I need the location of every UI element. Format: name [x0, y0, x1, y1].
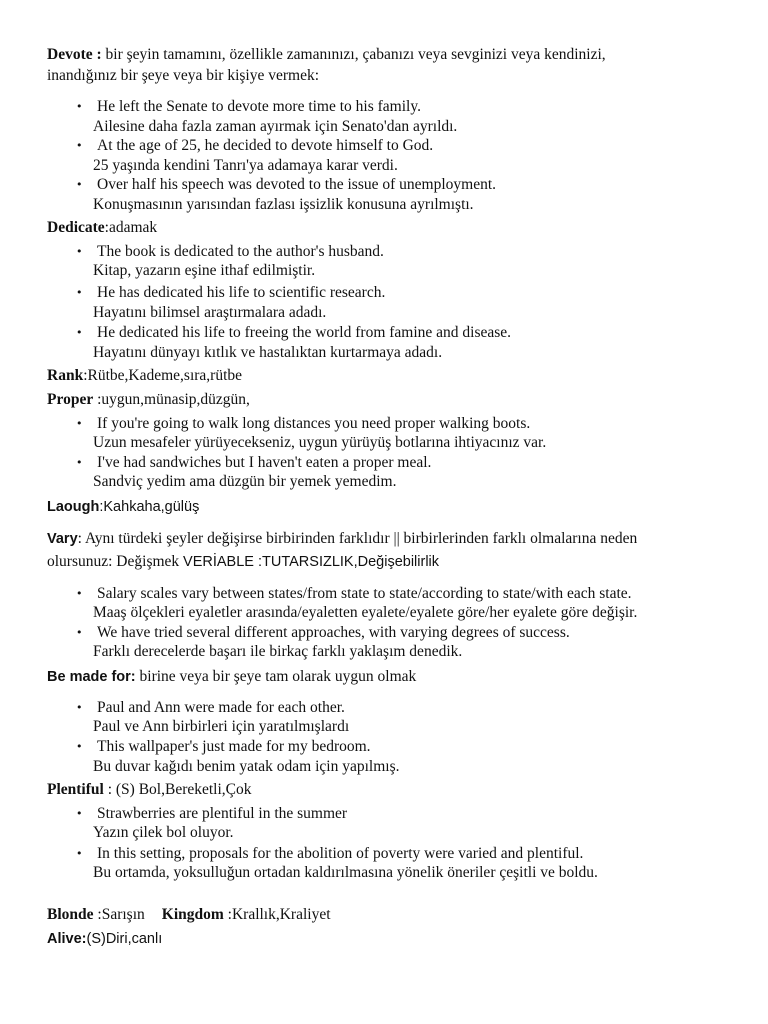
example-tr: Hayatını dünyayı kıtlık ve hastalıktan kurtarmaya adadı.	[93, 344, 443, 361]
bullet-icon: •	[76, 807, 83, 820]
bullet-icon: •	[76, 626, 83, 639]
example-en: This wallpaper's just made for my bedroom.	[97, 738, 371, 755]
definition-plentiful: : (S) Bol,Bereketli,Çok	[103, 781, 252, 798]
bullet-icon: •	[76, 326, 83, 339]
example-en: He has dedicated his life to scientific research.	[97, 284, 386, 301]
example-en: He dedicated his life to freeing the world from famine and disease.	[97, 324, 512, 341]
example-tr: Sandviç yedim ama düzgün bir yemek yemedim.	[93, 473, 397, 490]
example-en: Over half his speech was devoted to the issue of unemployment.	[97, 176, 497, 193]
example-tr: Konuşmasının yarısından fazlası işsizlik konusuna ayrılmıştı.	[93, 196, 474, 213]
definition-rank: :Rütbe,Kademe,sıra,rütbe	[83, 367, 243, 384]
definition-vary-line2-row	[47, 552, 439, 572]
definition-devote-line2: inandığınız bir şeye veya bir kişiye vermek:	[47, 67, 320, 84]
example-tr: Uzun mesafeler yürüyecekseniz, uygun yürüyüş botlarına ihtiyacınız var.	[93, 434, 547, 451]
example-en: I've had sandwiches but I haven't eaten a proper meal.	[97, 454, 432, 471]
definition-dedicate: :adamak	[104, 219, 158, 236]
definition-laough: :Kahkaha,gülüş	[99, 499, 200, 515]
bullet-icon: •	[76, 286, 83, 299]
example-en: At the age of 25, he decided to devote himself to God.	[97, 137, 434, 154]
example-en: If you're going to walk long distances you need proper walking boots.	[97, 415, 531, 432]
term-alive: Alive:	[47, 931, 87, 947]
example-en: He left the Senate to devote more time to his family.	[97, 98, 421, 115]
entry-plentiful-heading	[47, 780, 252, 799]
example-en: Salary scales vary between states/from state to state/according to state/with each state.	[97, 585, 632, 602]
bullet-icon: •	[76, 139, 83, 152]
entry-alive	[47, 930, 162, 949]
example-tr: Kitap, yazarın eşine ithaf edilmiştir.	[93, 262, 316, 279]
term-be-made-for: Be made for:	[47, 669, 136, 685]
example-tr: Hayatını bilimsel araştırmalara adadı.	[93, 304, 327, 321]
example-en: Paul and Ann were made for each other.	[97, 699, 345, 716]
example-tr: Farklı derecelerde başarı ile birkaç farklı yaklaşım denedik.	[93, 643, 463, 660]
definition-devote-line1: bir şeyin tamamını, özellikle zamanınızı, çabanızı veya sevginizi veya kendinizi,	[101, 46, 606, 63]
entry-proper-heading	[47, 390, 250, 409]
example-tr: Maaş ölçekleri eyaletler arasında/eyaletten eyalete/eyalete göre/her eyalete göre değişir.	[93, 604, 638, 621]
example-en: We have tried several different approaches, with varying degrees of success.	[97, 624, 570, 641]
definition-vary-line1: : Aynı türdeki şeyler değişirse birbirinden farklıdır || birbirlerinden farklı olmalarına neden	[77, 530, 638, 547]
bullet-icon: •	[76, 100, 83, 113]
example-tr: 25 yaşında kendini Tanrı'ya adamaya karar verdi.	[93, 157, 398, 174]
term-kingdom: Kingdom	[161, 906, 224, 923]
term-blonde: Blonde	[47, 906, 94, 923]
example-tr: Bu duvar kağıdı benim yatak odam için yapılmış.	[93, 758, 400, 775]
definition-vary-extra: VERİABLE :TUTARSIZLIK,Değişebilirlik	[183, 554, 440, 570]
entry-blonde-kingdom	[47, 905, 331, 924]
definition-be-made-for: birine veya bir şeye tam olarak uygun olmak	[135, 668, 417, 685]
entry-devote-heading	[47, 45, 606, 64]
example-en: The book is dedicated to the author's husband.	[97, 243, 384, 260]
example-en: In this setting, proposals for the abolition of poverty were varied and plentiful.	[97, 845, 584, 862]
bullet-icon: •	[76, 417, 83, 430]
entry-laough	[47, 498, 199, 517]
term-laough: Laough	[47, 499, 100, 515]
bullet-icon: •	[76, 245, 83, 258]
definition-kingdom: :Krallık,Kraliyet	[223, 906, 331, 923]
bullet-icon: •	[76, 587, 83, 600]
definition-blonde: :Sarışın	[93, 906, 145, 923]
example-tr: Yazın çilek bol oluyor.	[93, 824, 234, 841]
entry-be-made-for-heading	[47, 667, 416, 687]
term-dedicate: Dedicate	[47, 219, 105, 236]
term-proper: Proper	[47, 391, 94, 408]
example-tr: Bu ortamda, yoksulluğun ortadan kaldırılmasına yönelik öneriler çeşitli ve boldu.	[93, 864, 598, 881]
bullet-icon: •	[76, 178, 83, 191]
entry-rank	[47, 366, 242, 385]
definition-alive: (S)Diri,canlı	[86, 931, 163, 947]
bullet-icon: •	[76, 701, 83, 714]
example-tr: Paul ve Ann birbirleri için yaratılmışlardı	[93, 718, 350, 735]
definition-vary-line2: olursunuz: Değişmek	[47, 553, 184, 570]
term-devote: Devote :	[47, 46, 102, 63]
entry-vary-heading	[47, 529, 637, 549]
bullet-icon: •	[76, 456, 83, 469]
term-plentiful: Plentiful	[47, 781, 104, 798]
term-vary: Vary	[47, 531, 78, 547]
term-rank: Rank	[47, 367, 84, 384]
bullet-icon: •	[76, 847, 83, 860]
example-tr: Ailesine daha fazla zaman ayırmak için Senato'dan ayrıldı.	[93, 118, 458, 135]
entry-dedicate-heading	[47, 218, 157, 237]
bullet-icon: •	[76, 740, 83, 753]
example-en: Strawberries are plentiful in the summer	[97, 805, 348, 822]
definition-proper: :uygun,münasip,düzgün,	[93, 391, 250, 408]
